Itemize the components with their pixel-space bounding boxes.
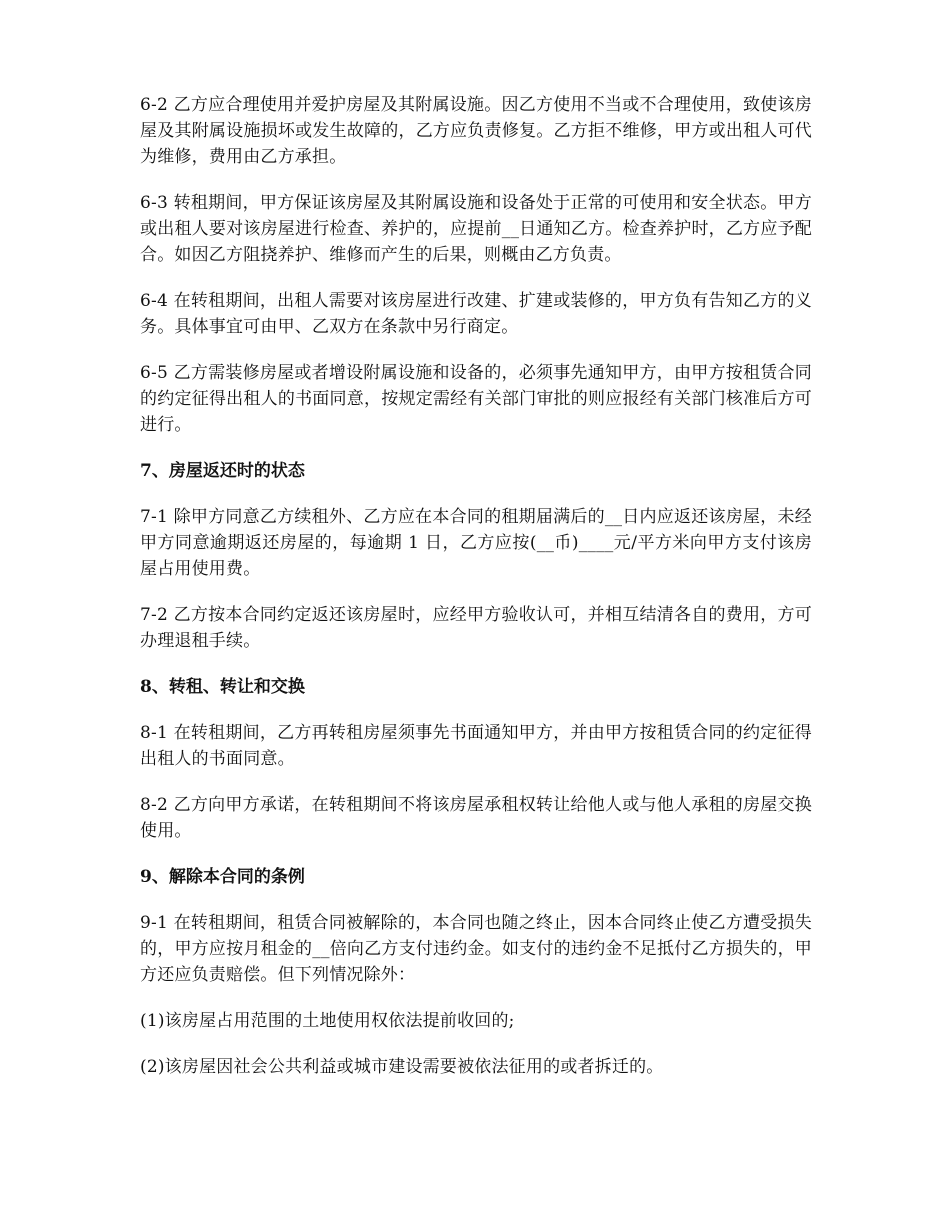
exception-item-1: (1)该房屋占用范围的土地使用权依法提前收回的; — [140, 1011, 515, 1031]
clause-8-2: 8-2 乙方向甲方承诺，在转租期间不将该房屋承租权转让给他人或与他人承租的房屋交换使用。 — [140, 795, 812, 841]
section-9-heading: 9、解除本合同的条例 — [140, 867, 305, 887]
clause-9-1: 9-1 在转租期间，租赁合同被解除的，本合同也随之终止，因本合同终止使乙方遭受损失的，甲方应按月租金的__倍向乙方支付违约金。如支付的违约金不足抵付乙方损失的，甲方还应负责赔偿。但下列情况除外： — [140, 913, 812, 985]
clause-6-5: 6-5 乙方需装修房屋或者增设附属设施和设备的，必须事先通知甲方，由甲方按租赁合同的约定征得出租人的书面同意，按规定需经有关部门审批的则应报经有关部门核准后方可进行。 — [140, 363, 812, 435]
clause-6-4: 6-4 在转租期间，出租人需要对该房屋进行改建、扩建或装修的，甲方负有告知乙方的义务。具体事宜可由甲、乙双方在条款中另行商定。 — [140, 291, 812, 337]
clause-7-2: 7-2 乙方按本合同约定返还该房屋时，应经甲方验收认可，并相互结清各自的费用，方可办理退租手续。 — [140, 605, 812, 651]
document-page — [140, 92, 812, 1100]
exception-item-2: (2)该房屋因社会公共利益或城市建设需要被依法征用的或者拆迁的。 — [140, 1057, 664, 1077]
clause-8-1: 8-1 在转租期间，乙方再转租房屋须事先书面通知甲方，并由甲方按租赁合同的约定征得出租人的书面同意。 — [140, 723, 812, 769]
section-7-heading: 7、房屋返还时的状态 — [140, 461, 305, 481]
section-8-heading: 8、转租、转让和交换 — [140, 677, 305, 697]
clause-6-3: 6-3 转租期间，甲方保证该房屋及其附属设施和设备处于正常的可使用和安全状态。甲方或出租人要对该房屋进行检查、养护的，应提前__日通知乙方。检查养护时，乙方应予配合。如因乙方阻挠养护、维修而产生的后果，则概由乙方负责。 — [140, 193, 812, 265]
clause-6-2: 6-2 乙方应合理使用并爱护房屋及其附属设施。因乙方使用不当或不合理使用，致使该房屋及其附属设施损坏或发生故障的，乙方应负责修复。乙方拒不维修，甲方或出租人可代为维修，费用由乙方承担。 — [140, 95, 812, 167]
clause-7-1: 7-1 除甲方同意乙方续租外、乙方应在本合同的租期届满后的__日内应返还该房屋，未经甲方同意逾期返还房屋的，每逾期 1 日，乙方应按(__币)____元/平方米向甲方支付该房屋占用使用费。 — [140, 507, 812, 579]
